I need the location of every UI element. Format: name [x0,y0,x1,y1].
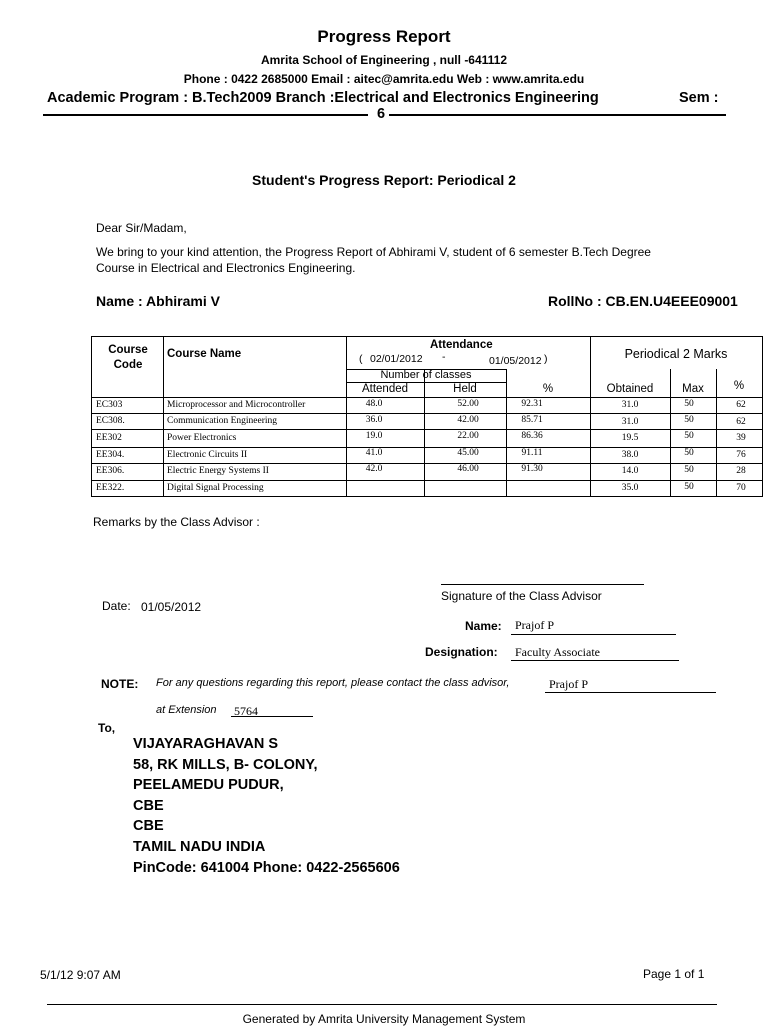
row-max: 50 [684,482,694,492]
address-line: PinCode: 641004 Phone: 0422-2565606 [133,859,400,876]
row-course-name: Microprocessor and Microcontroller [167,400,306,410]
table-divider [92,429,762,430]
header-date-dash: - [442,351,446,363]
salutation: Dear Sir/Madam, [96,221,187,235]
generated-by: Generated by Amrita University Management System [242,1012,526,1026]
school-name: Amrita School of Engineering , null -641112 [260,53,508,67]
header-obtained: Obtained [606,383,654,395]
row-marks-pct: 62 [736,400,746,410]
row-obtained: 38.0 [621,450,639,460]
row-attended: 42.0 [365,464,383,474]
address-line: PEELAMEDU PUDUR, [133,777,284,794]
table-divider [92,413,762,414]
header-date-close: ) [544,353,548,365]
semester-value: 6 [377,108,386,118]
row-obtained: 19.5 [621,433,639,443]
row-max: 50 [684,399,694,409]
row-attendance-pct: 92.31 [521,399,543,409]
header-max: Max [682,383,704,395]
note-label: NOTE: [101,677,139,691]
header-course-name: Course Name [167,348,242,360]
row-held: 45.00 [457,448,479,458]
header-rule-right [389,114,726,116]
page-number: Page 1 of 1 [643,967,705,981]
row-marks-pct: 62 [736,417,746,427]
progress-table [91,336,763,497]
row-marks-pct: 28 [736,466,746,476]
date-value: 01/05/2012 [141,600,202,614]
report-title: Progress Report [317,27,451,46]
row-course-name: Electronic Circuits II [167,450,248,460]
row-course-code: EE304. [96,450,125,460]
table-divider [346,337,347,496]
row-marks-pct: 70 [736,483,746,493]
row-held: 22.00 [457,431,479,441]
row-attendance-pct: 91.11 [521,448,543,458]
row-marks-pct: 39 [736,433,746,443]
table-divider [92,397,762,398]
row-course-code: EE306. [96,466,125,476]
row-held: 46.00 [457,464,479,474]
intro-paragraph: We bring to your kind attention, the Progress Report of Abhirami V, student of 6 semester B.Tech Degree Course in Electrical and Electronics Engineering. [96,245,651,275]
footer-rule [47,1004,717,1005]
address-line: TAMIL NADU INDIA [133,838,266,855]
row-attendance-pct: 85.71 [521,415,543,425]
row-marks-pct: 76 [736,450,746,460]
advisor-name-underline [511,634,676,635]
table-divider [163,337,164,496]
header-marks-pct: % [733,380,745,392]
designation-value: Faculty Associate [515,645,600,659]
program-branch-line: Academic Program : B.Tech2009 Branch :Electrical and Electronics Engineering [47,90,599,106]
signature-label: Signature of the Class Advisor [441,589,602,603]
note-name-underline [545,692,716,693]
student-name: Name : Abhirami V [96,293,220,309]
row-attended: 48.0 [365,399,383,409]
advisor-name-label: Name: [465,619,502,633]
row-max: 50 [684,465,694,475]
header-date-to: 01/05/2012 [489,355,542,367]
row-attendance-pct: 86.36 [521,431,543,441]
roll-number: RollNo : CB.EN.U4EEE09001 [548,293,738,309]
row-attended: 19.0 [365,431,383,441]
to-label: To, [98,721,116,735]
row-course-name: Electric Energy Systems II [167,466,269,476]
table-divider [92,480,762,481]
mailing-address [133,734,400,878]
note-text: For any questions regarding this report, please contact the class advisor, [156,677,510,689]
row-attended: 41.0 [365,448,383,458]
row-obtained: 35.0 [621,483,639,493]
row-course-name: Communication Engineering [167,416,278,426]
header-date-from: 02/01/2012 [370,353,423,365]
row-attendance-pct: 91.30 [521,464,543,474]
row-obtained: 14.0 [621,466,639,476]
address-line: VIJAYARAGHAVAN S [133,736,279,752]
designation-underline [511,660,679,661]
header-number-of-classes: Number of classes [380,369,472,381]
designation-label: Designation: [425,645,498,659]
table-divider [92,463,762,464]
print-timestamp: 5/1/12 9:07 AM [40,968,121,982]
table-divider [92,447,762,448]
address-line: CBE [133,818,164,835]
row-max: 50 [684,415,694,425]
header-course-code: Course Code [108,344,148,371]
header-attended: Attended [361,383,409,395]
address-line: 58, RK MILLS, B- COLONY, [133,756,318,773]
school-contact: Phone : 0422 2685000 Email : aitec@amrita.edu Web : www.amrita.edu [183,72,585,86]
row-held: 52.00 [457,399,479,409]
extension-underline [231,716,313,717]
advisor-name-value: Prajof P [515,618,554,632]
row-max: 50 [684,431,694,441]
header-rule-left [43,114,368,116]
address-line: CBE [133,797,164,814]
signature-line [441,584,644,585]
header-periodical-marks: Periodical 2 Marks [624,347,728,361]
row-course-name: Digital Signal Processing [167,483,264,493]
row-course-code: EC303 [96,400,123,410]
row-obtained: 31.0 [621,417,639,427]
row-course-name: Power Electronics [167,433,237,443]
header-attendance-pct: % [542,383,554,395]
row-attended: 36.0 [365,415,383,425]
semester-label: Sem : [679,90,719,106]
extension-value: 5764 [234,704,258,718]
row-held: 42.00 [457,415,479,425]
row-course-code: EE302 [96,433,122,443]
note-advisor-name: Prajof P [549,677,588,691]
header-date-open: ( [359,353,363,365]
remarks-label: Remarks by the Class Advisor : [93,515,260,529]
row-course-code: EE322. [96,483,125,493]
row-max: 50 [684,448,694,458]
report-heading: Student's Progress Report: Periodical 2 [252,172,516,188]
header-attendance: Attendance [430,339,493,351]
header-held: Held [453,383,477,395]
row-obtained: 31.0 [621,400,639,410]
row-course-code: EC308. [96,416,125,426]
date-label: Date: [102,599,131,613]
extension-label: at Extension [156,704,217,716]
